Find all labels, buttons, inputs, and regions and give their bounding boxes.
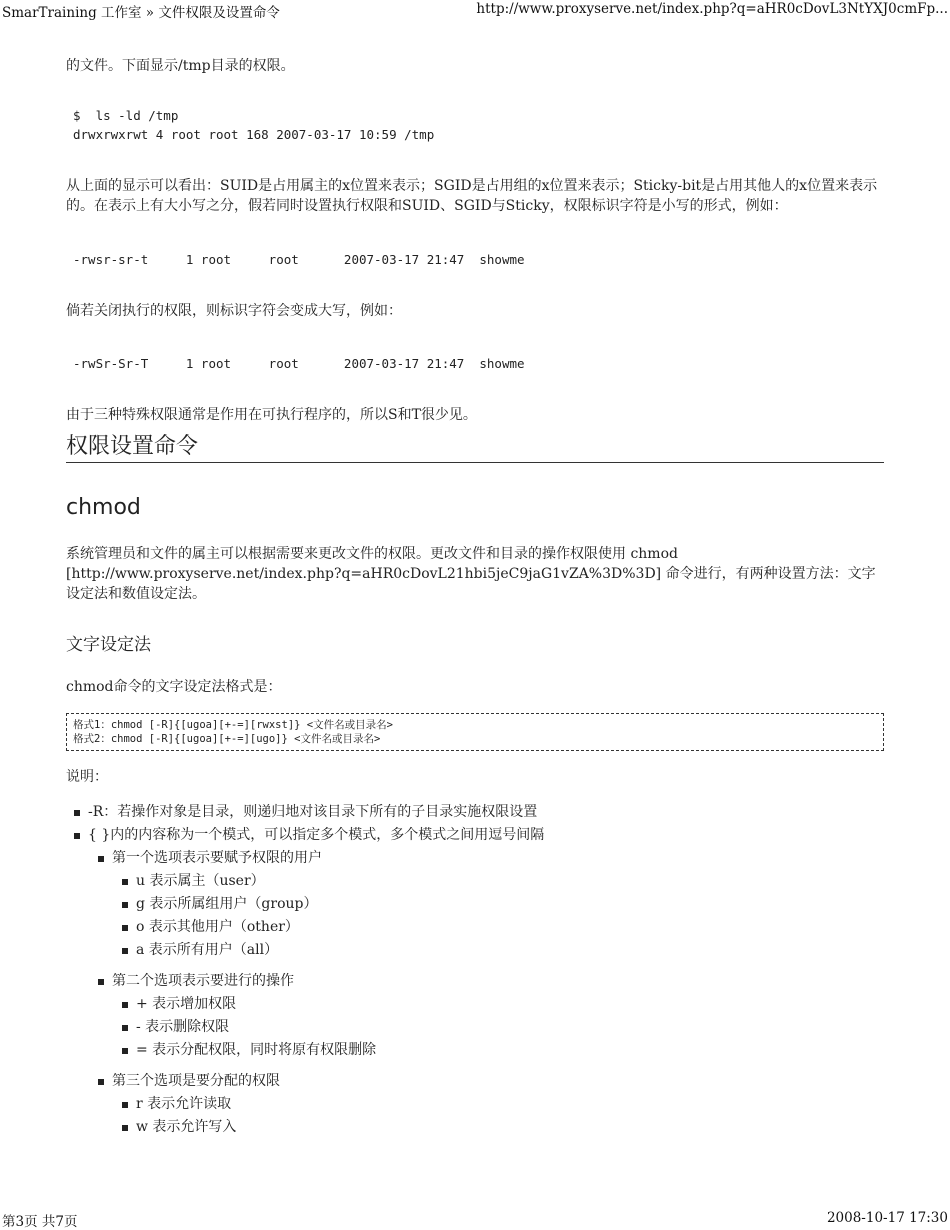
page-footer [0,1208,950,1230]
list-item-write: w 表示允许写入 [114,1116,884,1139]
list-item-assign: = 表示分配权限，同时将原有权限删除 [114,1039,884,1062]
list-item-all: a 表示所有用户（all） [114,939,884,962]
paragraph-note: 说明： [66,769,108,785]
paragraph-rare: 由于三种特殊权限通常是作用在可执行程序的，所以S和T很少见。 [66,407,477,423]
page-header [0,0,950,20]
list-item-recursive: -R：若操作对象是目录，则递归地对该目录下所有的子目录实施权限设置 [66,801,884,824]
header-url: http://www.proxyserve.net/index.php?q=aHR0cDovL3NtYXJ0cmFp... [476,1,948,17]
code-uppercase-example: -rwSr-Sr-T 1 root root 2007-03-17 21:47 showme [73,356,525,371]
code-ls-line-2: drwxrwxrwt 4 root root 168 2007-03-17 10:59 /tmp [73,127,435,142]
paragraph-chmod: 系统管理员和文件的属主可以根据需要来更改文件的权限。更改文件和目录的操作权限使用 chmod [http://www.proxyserve.net/index.php?q=aHR0cDovL21hbi5jeC9jaG1vZA%3D%3D] 命令进行，有两种设置方法：文字设定法和数值设定法。 [66,546,876,602]
list-item-read: r 表示允许读取 [114,1093,884,1116]
code-lowercase-example: -rwsr-sr-t 1 root root 2007-03-17 21:47 showme [73,252,525,267]
paragraph-format: chmod命令的文字设定法格式是： [66,679,282,695]
list-item-other: o 表示其他用户（other） [114,916,884,939]
article-content [66,56,884,1139]
heading-permission-commands: 权限设置命令 [66,429,884,463]
footer-page-number: 第3页 共7页 [2,1214,78,1230]
list-item-option-2: 第二个选项表示要进行的操作 [90,970,884,993]
code-format-1: 格式1：chmod [-R]{[ugoa][+-=][rwxst]} <文件名或目录名> [73,719,393,731]
option-list [66,801,884,1139]
paragraph-explain: 从上面的显示可以看出：SUID是占用属主的x位置来表示；SGID是占用组的x位置来表示；Sticky-bit是占用其他人的x位置来表示的。在表示上有大小写之分，假若同时设置执行权限和SUID、SGID与Sticky，权限标识字符是小写的形式，例如： [66,178,878,214]
list-item-mode: { }内的内容称为一个模式，可以指定多个模式，多个模式之间用逗号间隔 [66,824,884,847]
paragraph-uppercase: 倘若关闭执行的权限，则标识字符会变成大写，例如： [66,303,402,319]
header-title: SmarTraining 工作室 » 文件权限及设置命令 [2,5,280,21]
list-item-option-3: 第三个选项是要分配的权限 [90,1070,884,1093]
list-item-add: + 表示增加权限 [114,993,884,1016]
heading-text-mode: 文字设定法 [66,635,151,655]
list-item-group: g 表示所属组用户（group） [114,893,884,916]
code-format-box [66,713,884,751]
code-format-2: 格式2：chmod [-R]{[ugoa][+-=][ugo]} <文件名或目录名> [73,733,381,745]
code-ls-line-1: $ ls -ld /tmp [73,108,179,123]
list-item-remove: - 表示删除权限 [114,1016,884,1039]
paragraph-tmp: 的文件。下面显示/tmp目录的权限。 [66,58,295,74]
list-gap [66,962,884,970]
heading-chmod: chmod [66,495,141,520]
list-item-option-1: 第一个选项表示要赋予权限的用户 [90,847,884,870]
list-gap [66,1062,884,1070]
footer-timestamp: 2008-10-17 17:30 [826,1210,948,1226]
list-item-user: u 表示属主（user） [114,870,884,893]
